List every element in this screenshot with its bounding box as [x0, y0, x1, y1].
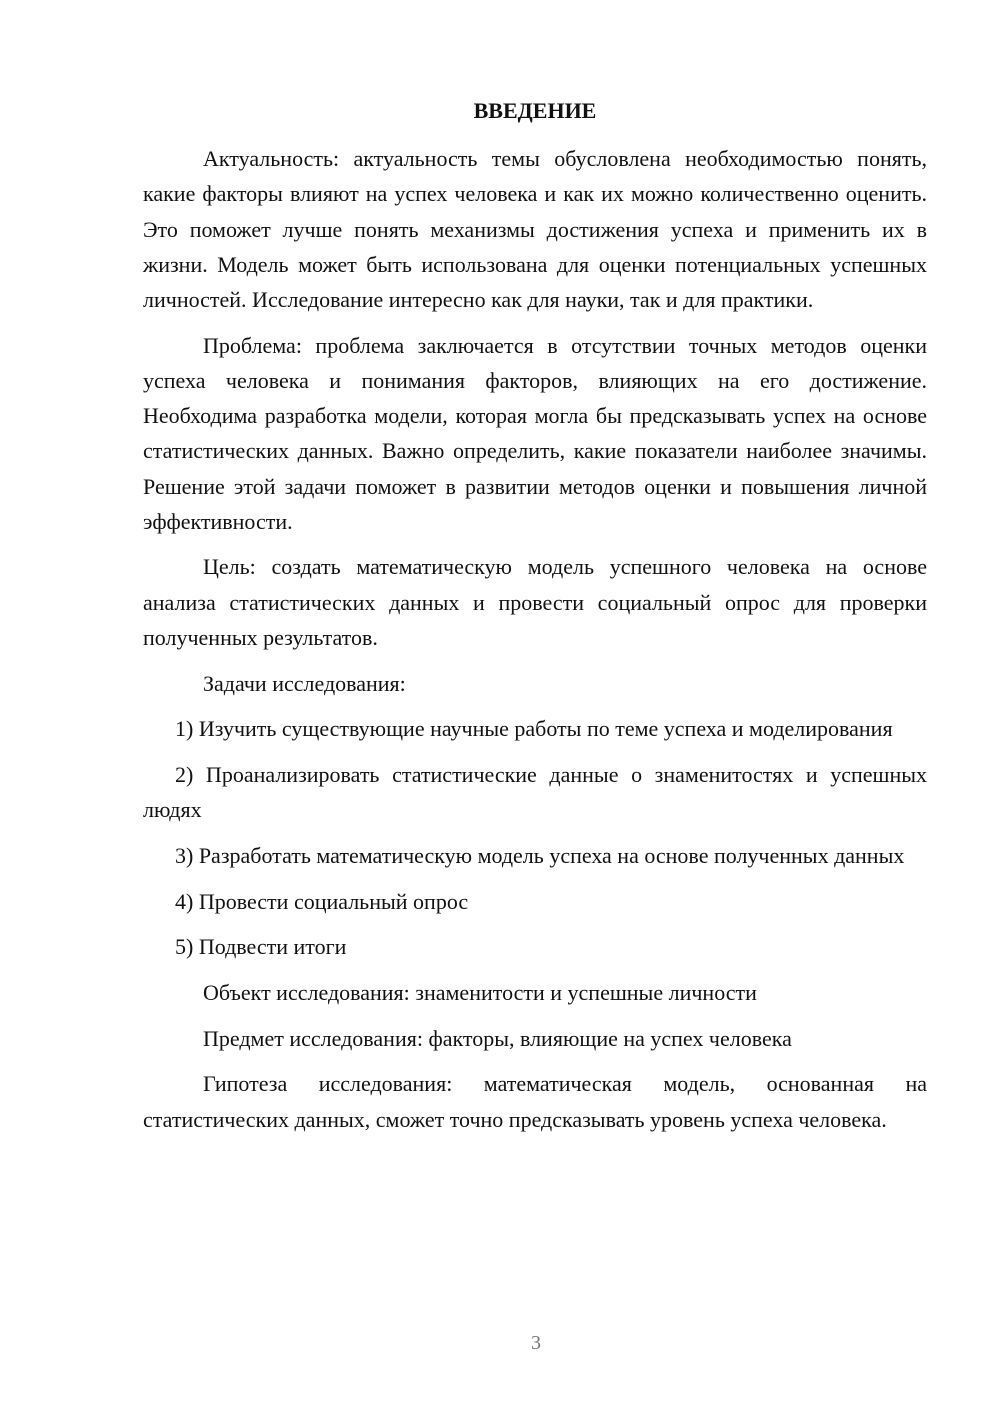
- hypothesis-paragraph: Гипотеза исследования: математическая модель, основанная на статистических данных, сможет точно предсказывать уровень успеха человека.: [143, 1071, 927, 1132]
- tasks-heading: Задачи исследования:: [203, 670, 406, 696]
- task-item: 5) Подвести итоги: [175, 934, 347, 960]
- goal-paragraph: Цель: создать математическую модель успешного человека на основе анализа статистических данных и провести социальный опрос для проверки полученных результатов.: [143, 554, 927, 650]
- task-item: 4) Провести социальный опрос: [175, 888, 469, 914]
- document-page: [143, 93, 927, 1147]
- object-paragraph: Объект исследования: знаменитости и успешные личности: [203, 979, 757, 1005]
- problem-paragraph: Проблема: проблема заключается в отсутствии точных методов оценки успеха человека и понимания факторов, влияющих на его достижение. Необходима разработка модели, которая могла бы предсказывать успех на основе статистических данных. Важно определить, какие показатели наиболее значимы. Решение этой задачи поможет в развитии методов оценки и повышения личной эффективности.: [143, 332, 927, 534]
- section-title: ВВЕДЕНИЕ: [473, 98, 597, 123]
- task-item: 1) Изучить существующие научные работы по теме успеха и моделирования: [175, 716, 893, 742]
- subject-paragraph: Предмет исследования: факторы, влияющие на успех человека: [203, 1025, 792, 1051]
- page-number: 3: [531, 1332, 541, 1354]
- relevance-paragraph: Актуальность: актуальность темы обусловлена необходимостью понять, какие факторы влияют на успех человека и как их можно количественно оценить. Это поможет лучше понять механизмы достижения успеха и применить их в жизни. Модель может быть использована для оценки потенциальных успешных личностей. Исследование интересно как для науки, так и для практики.: [143, 146, 927, 313]
- task-item: 2) Проанализировать статистические данные о знаменитостях и успешных людях: [143, 761, 927, 823]
- task-item: 3) Разработать математическую модель успеха на основе полученных данных: [175, 842, 905, 868]
